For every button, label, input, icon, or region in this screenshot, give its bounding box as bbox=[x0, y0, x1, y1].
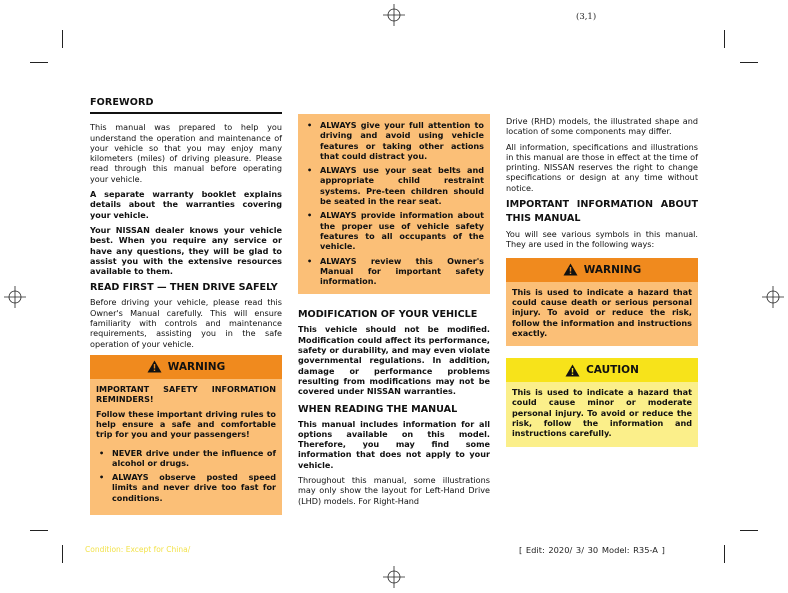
registration-mark-icon bbox=[4, 286, 26, 308]
paragraph: Throughout this manual, some illustrations may only show the layout for Left-Hand Drive (LHD) models. For Right-Hand bbox=[298, 475, 490, 506]
crop-mark bbox=[740, 530, 758, 531]
warning-text: This is used to indicate a hazard that could cause death or serious personal injury. To avoid or reduce the risk, follow the information and instructions exactly. bbox=[512, 286, 692, 338]
list-item: • NEVER drive under the influence of alcohol or drugs. bbox=[96, 448, 276, 469]
caution-text: This is used to indicate a hazard that could cause minor or moderate personal injury. To avoid or reduce the risk, follow the information and instructions carefully. bbox=[512, 387, 692, 439]
paragraph: All information, specifications and illustrations in this manual are those in effect at the time of printing. NISSAN reserves the right to change specifications or design at any time without notice. bbox=[506, 141, 698, 193]
list-item: • ALWAYS use your seat belts and appropriate child restraint systems. Pre-teen children should be seated in the rear seat. bbox=[304, 165, 484, 206]
caution-box bbox=[506, 358, 698, 446]
paragraph: A separate warranty booklet explains details about the warranties covering your vehicle. bbox=[90, 189, 282, 220]
column-1 bbox=[90, 98, 282, 515]
page-number: (3,1) bbox=[576, 12, 597, 22]
column-2 bbox=[298, 114, 490, 511]
registration-mark-icon bbox=[383, 566, 405, 588]
registration-mark-icon bbox=[383, 4, 405, 26]
list-item: • ALWAYS give your full attention to driving and avoid using vehicle features or taking other actions that could distract you. bbox=[304, 120, 484, 161]
warning-body bbox=[90, 379, 282, 515]
warning-label: WARNING bbox=[583, 263, 642, 276]
caution-triangle-icon bbox=[565, 364, 580, 377]
paragraph: This vehicle should not be modified. Modification could affect its performance, safety or durability, and may even violate governmental regulations. In addition, damage or performance problems resulting from modifications may not be covered under NISSAN warranties. bbox=[298, 324, 490, 397]
paragraph: This manual includes information for all options available on this model. Therefore, you may find some information that does not apply to your vehicle. bbox=[298, 418, 490, 470]
warning-body bbox=[506, 282, 698, 346]
warning-header bbox=[506, 258, 698, 282]
warning-box bbox=[506, 258, 698, 346]
crop-mark bbox=[30, 530, 48, 531]
crop-mark bbox=[724, 545, 725, 563]
paragraph: Drive (RHD) models, the illustrated shape and location of some components may differ. bbox=[506, 116, 698, 137]
crop-mark bbox=[62, 545, 63, 563]
section-heading: READ FIRST — THEN DRIVE SAFELY bbox=[90, 282, 278, 294]
crop-mark bbox=[724, 30, 725, 48]
warning-intro: Follow these important driving rules to help ensure a safe and comfortable trip for you and your passengers! bbox=[96, 408, 276, 440]
safety-list-box bbox=[298, 114, 490, 294]
column-3 bbox=[506, 116, 698, 447]
section-heading: IMPORTANT INFORMATION ABOUT THIS MANUAL bbox=[506, 199, 698, 225]
caution-header bbox=[506, 358, 698, 382]
paragraph: This manual was prepared to help you understand the operation and maintenance of your vehicle so that you may enjoy many kilometers (miles) of driving pleasure. Please read through this manual before operating your vehicle. bbox=[90, 122, 282, 184]
footer-condition: Condition: Except for China/ bbox=[85, 545, 191, 554]
paragraph: You will see various symbols in this manual. They are used in the following ways: bbox=[506, 229, 698, 250]
safety-list bbox=[304, 120, 484, 286]
section-title: FOREWORD bbox=[90, 98, 282, 114]
paragraph: Your NISSAN dealer knows your vehicle best. When you require any service or have any questions, they will be glad to assist you with the extensive resources available to them. bbox=[90, 224, 282, 277]
crop-mark bbox=[62, 30, 63, 48]
section-heading: MODIFICATION OF YOUR VEHICLE bbox=[298, 309, 478, 321]
list-item: • ALWAYS review this Owner's Manual for important safety information. bbox=[304, 256, 484, 287]
list-item: • ALWAYS observe posted speed limits and never drive too fast for conditions. bbox=[96, 472, 276, 503]
warning-list bbox=[96, 448, 276, 503]
caution-body bbox=[506, 382, 698, 446]
section-heading: WHEN READING THE MANUAL bbox=[298, 403, 458, 415]
warning-triangle-icon bbox=[147, 360, 162, 373]
warning-title: IMPORTANT SAFETY INFORMATION REMINDERS! bbox=[96, 383, 276, 405]
warning-triangle-icon bbox=[563, 263, 578, 276]
paragraph: Before driving your vehicle, please read this Owner's Manual carefully. This will ensure familiarity with controls and maintenance requirements, assisting you in the safe operation of your vehicle. bbox=[90, 297, 282, 349]
list-item: • ALWAYS provide information about the proper use of vehicle safety features to all occupants of the vehicle. bbox=[304, 210, 484, 251]
footer-edit-info: [ Edit: 2020/ 3/ 30 Model: R35-A ] bbox=[519, 545, 665, 555]
warning-box bbox=[90, 355, 282, 515]
registration-mark-icon bbox=[762, 286, 784, 308]
warning-label: WARNING bbox=[167, 360, 226, 373]
crop-mark bbox=[30, 62, 48, 63]
crop-mark bbox=[740, 62, 758, 63]
caution-label: CAUTION bbox=[586, 364, 639, 376]
warning-header bbox=[90, 355, 282, 379]
